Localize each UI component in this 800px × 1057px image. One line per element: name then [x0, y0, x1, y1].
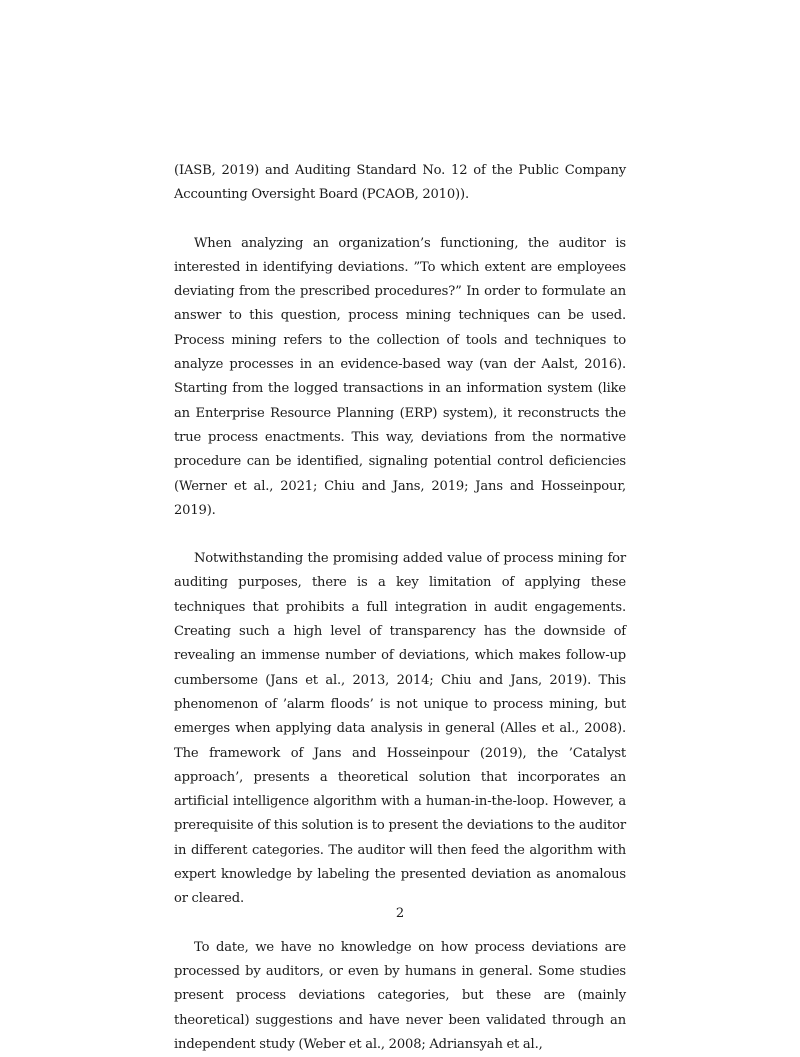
page-number: 2: [395, 906, 405, 921]
paragraph-gap: [174, 523, 626, 547]
paragraph-to-date: To date, we have no knowledge on how process deviations are processed by auditors, or even by humans in general. Some studies present process deviations categories, but these are (mainly theoretical) suggestions and have never been validated through an independent study (Weber et al., 2008; Adriansyah et al.,: [174, 939, 626, 1052]
paragraph-gap: [174, 208, 626, 232]
paragraph-continuation: (IASB, 2019) and Auditing Standard No. 12 of the Public Company Accounting Oversight Board (PCAOB, 2010)).: [174, 163, 626, 203]
paragraph-process-mining: When analyzing an organization’s functioning, the auditor is interested in identifying deviations. ”To which extent are employees deviating from the prescribed procedures?” In order to formulate an answer to this question, process mining techniques can be used. Process mining refers to the collection of tools and techniques to analyze processes in an evidence-based way (van der Aalst, 2016). Starting from the logged transactions in an information system (like an Enterprise Resource Planning (ERP) system), it reconstructs the true process enactments. This way, deviations from the normative procedure can be identified, signaling potential control deficiencies (Werner et al., 2021; Chiu and Jans, 2019; Jans and Hosseinpour, 2019).: [174, 235, 626, 518]
paragraph-alarm-floods: Notwithstanding the promising added value of process mining for auditing purposes, there is a key limitation of applying these techniques that prohibits a full integration in audit engagements. Creating such a high level of transparency has the downside of revealing an immense number of deviations, which makes follow-up cumbersome (Jans et al., 2013, 2014; Chiu and Jans, 2019). This phenomenon of ’alarm floods’ is not unique to process mining, but emerges when applying data analysis in general (Alles et al., 2008). The framework of Jans and Hosseinpour (2019), the ’Catalyst approach’, presents a theoretical solution that incorporates an artificial intelligence algorithm with a human-in-the-loop. However, a prerequisite of this solution is to present the deviations to the auditor in different categories. The auditor will then feed the algorithm with expert knowledge by labeling the presented deviation as anomalous or cleared.: [174, 551, 626, 907]
